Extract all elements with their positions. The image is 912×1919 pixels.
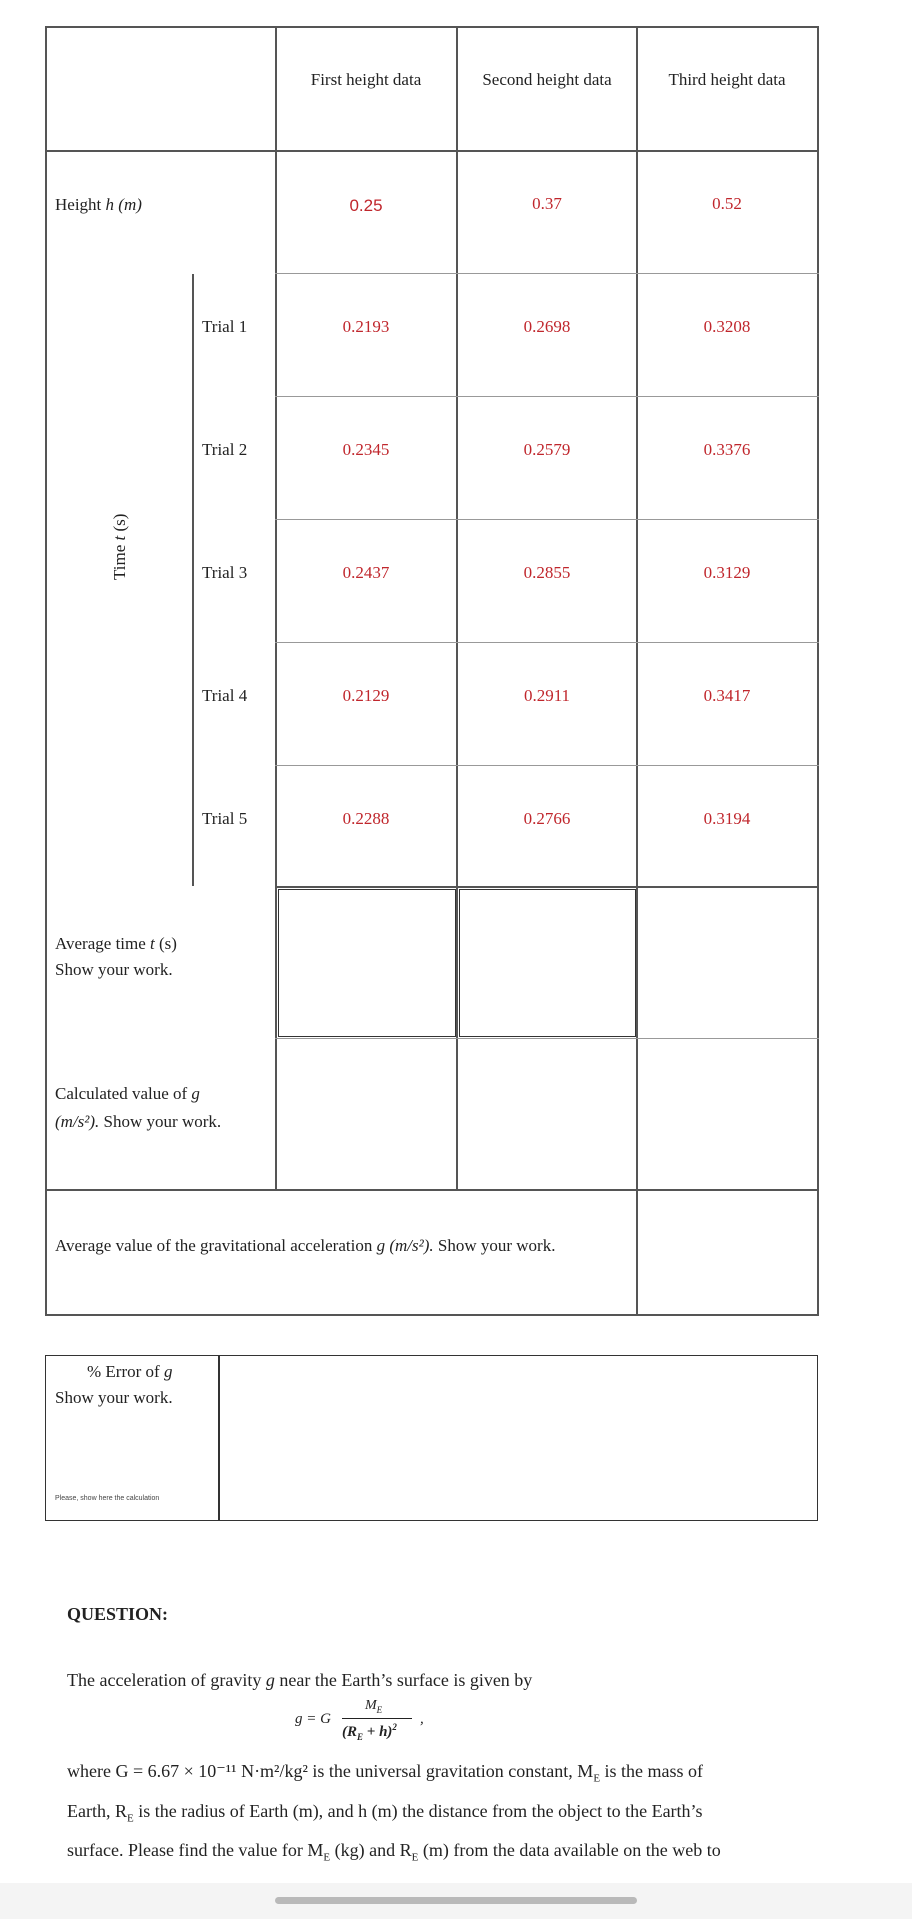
trial-label: Trial 3 [202, 563, 248, 582]
table-border [45, 26, 47, 1316]
time-axis-label: Time t (s) [110, 513, 129, 580]
formula-tail: , [420, 1711, 424, 1727]
calc-g-cell[interactable] [277, 1040, 455, 1188]
calc-g-label: Calculated value of g (m/s²). Show your work. [55, 1084, 222, 1131]
question-intro: The acceleration of gravity g near the Earth’s surface is given by [67, 1670, 533, 1690]
table-border [275, 273, 819, 274]
height-value: 0.37 [532, 194, 562, 213]
trial-time-value: 0.2766 [523, 809, 571, 828]
height-value: 0.25 [349, 196, 383, 215]
column-header: Third height data [668, 70, 786, 89]
trial-time-value: 0.3417 [703, 686, 751, 705]
formula-lhs: g = G [295, 1711, 331, 1727]
error-answer-box[interactable] [218, 1355, 818, 1521]
error-note: Please, show here the calculation [55, 1495, 160, 1502]
trial-time-value: 0.2855 [523, 563, 571, 582]
scroll-handle[interactable] [275, 1897, 637, 1904]
table-border [45, 1314, 819, 1316]
table-border [45, 1189, 819, 1191]
formula-denominator: $(R_E + h)^2$ [342, 1722, 397, 1742]
table-border [45, 150, 819, 152]
trial-time-value: 0.2193 [342, 317, 390, 336]
trial-time-value: 0.3208 [703, 317, 751, 336]
trial-label: Trial 2 [202, 440, 248, 459]
table-border [275, 642, 819, 643]
trial-time-value: 0.2288 [342, 809, 390, 828]
table-border [817, 26, 819, 1316]
trial-time-value: 0.2345 [342, 440, 390, 459]
calc-g-cell[interactable] [638, 1040, 816, 1188]
trial-time-value: 0.2698 [523, 317, 571, 336]
question-heading: QUESTION: [67, 1604, 169, 1624]
avg-time-cell[interactable] [459, 889, 636, 1037]
trial-time-value: 0.3194 [703, 809, 751, 828]
trial-time-value: 0.3376 [703, 440, 751, 459]
avg-time-cell[interactable] [278, 889, 456, 1037]
table-border [275, 396, 819, 397]
trial-time-value: 0.2579 [523, 440, 571, 459]
column-header: First height data [310, 70, 422, 89]
avg-g-label: Average value of the gravitational acceleration g (m/s²). Show your work. [55, 1236, 556, 1255]
trial-label: Trial 4 [202, 686, 248, 705]
height-value: 0.52 [712, 194, 742, 213]
trial-time-value: 0.2437 [342, 563, 390, 582]
error-label: % Error of g Show your work. [55, 1362, 173, 1407]
trial-time-value: 0.2911 [523, 686, 571, 705]
avg-g-cell[interactable] [638, 1192, 816, 1313]
table-border [275, 519, 819, 520]
height-row-label: Height h (m) [55, 195, 142, 214]
question-body: where G = 6.67 × 10⁻¹¹ N·m²/kg² is the universal gravitation constant, $M_E$ is the mass of Earth, $R_E$ is the radius of Earth (m), and h (m) the distance from the object to the Earth’s surface. Please find the value for $M_E$ (kg) and $R_E$ (m) from the data available on the web to [67, 1761, 721, 1864]
table-border [275, 765, 819, 766]
trial-label: Trial 1 [202, 317, 248, 336]
table-border [275, 1038, 819, 1039]
fraction-bar [342, 1718, 412, 1719]
trial-time-value: 0.3129 [703, 563, 751, 582]
formula-numerator: $M_E$ [365, 1698, 383, 1715]
calc-g-cell[interactable] [458, 1040, 636, 1188]
table-border [192, 274, 194, 886]
trial-time-value: 0.2129 [342, 686, 390, 705]
table-border [45, 26, 819, 28]
trial-label: Trial 5 [202, 809, 248, 828]
table-border [275, 886, 819, 888]
column-header: Second height data [482, 70, 612, 89]
avg-time-label: Average time t (s) Show your work. [55, 934, 177, 979]
